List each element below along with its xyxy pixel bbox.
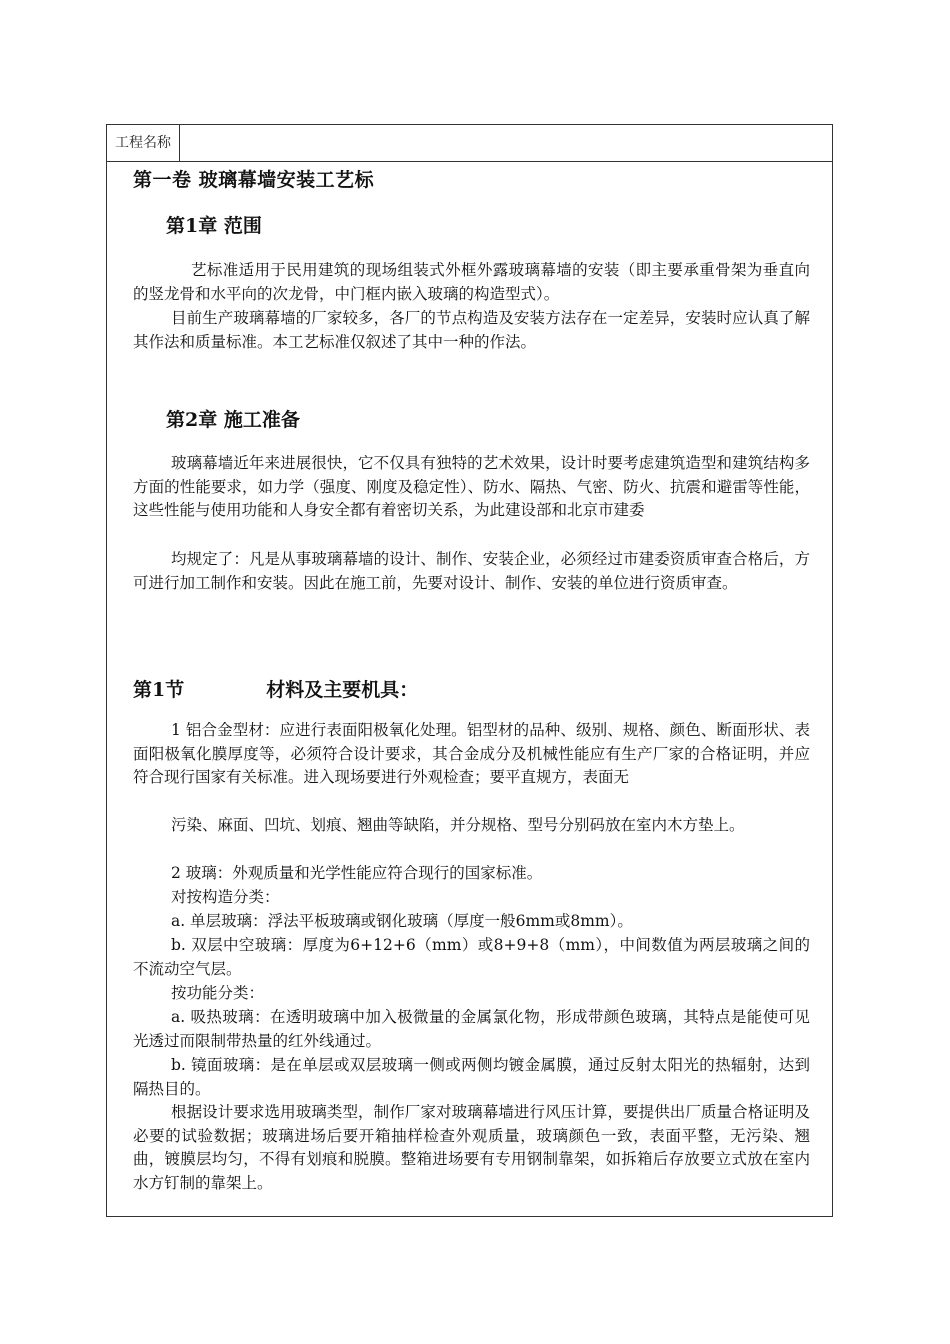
section-1-paragraph-7: 按功能分类： [171, 984, 265, 1002]
section-1-paragraph-2: 污染、麻面、凹坑、划痕、翘曲等缺陷，并分规格、型号分别码放在室内木方垫上。 [171, 816, 745, 834]
document-table [106, 124, 833, 1217]
section-1-heading [133, 675, 418, 702]
chapter-2-paragraph-2: 均规定了：凡是从事玻璃幕墙的设计、制作、安装企业，必须经过市建委资质审查合格后，方可进行加工制作和安装。因此在施工前，先要对设计、制作、安装的单位进行资质审查。 [133, 550, 810, 592]
section-1-paragraph-1: 1 铝合金型材：应进行表面阳极氧化处理。铝型材的品种、级别、规格、颜色、断面形状、表面阳极氧化膜厚度等，必须符合设计要求，其合金成分及机械性能应有生产厂家的合格证明，并应符合现行国家有关标准。进入现场要进行外观检查；要平直规方，表面无 [133, 721, 810, 787]
chapter-1-paragraph-2: 目前生产玻璃幕墙的厂家较多，各厂的节点构造及安装方法存在一定差异，安装时应认真了解其作法和质量标准。本工艺标准仅叙述了其中一种的作法。 [133, 309, 810, 351]
chapter-1-title: 第1章 范围 [166, 215, 262, 237]
section-1-number: 第1节 [133, 679, 185, 701]
section-1-paragraph-6: b. 双层中空玻璃：厚度为6+12+6（mm）或8+9+8（mm），中间数值为两层玻璃之间的不流动空气层。 [133, 936, 810, 978]
section-1-paragraph-8: a. 吸热玻璃：在透明玻璃中加入极微量的金属氯化物，形成带颜色玻璃，其特点是能使可见光透过而限制带热量的红外线通过。 [133, 1008, 810, 1050]
section-1-paragraph-4: 对按构造分类： [171, 888, 280, 906]
section-1-paragraph-9: b. 镜面玻璃：是在单层或双层玻璃一侧或两侧均镀金属膜，通过反射太阳光的热辐射，达到隔热目的。 [133, 1056, 810, 1098]
section-1-paragraph-5: a. 单层玻璃：浮法平板玻璃或钢化玻璃（厚度一般6mm或8mm）。 [171, 912, 633, 930]
chapter-2-paragraph-1: 玻璃幕墙近年来进展很快，它不仅具有独特的艺术效果，设计时要考虑建筑造型和建筑结构多方面的性能要求，如力学（强度、刚度及稳定性）、防水、隔热、气密、防火、抗震和避雷等性能，这些性能与使用功能和人身安全都有着密切关系，为此建设部和北京市建委 [133, 454, 810, 520]
chapter-1-paragraph-1: 艺标准适用于民用建筑的现场组装式外框外露玻璃幕墙的安装（即主要承重骨架为垂直向的竖龙骨和水平向的次龙骨，中门框内嵌入玻璃的构造型式）。 [133, 261, 810, 303]
section-1-paragraph-10: 根据设计要求选用玻璃类型，制作厂家对玻璃幕墙进行风压计算，要提供出厂质量合格证明及必要的试验数据；玻璃进场后要开箱抽样检查外观质量，玻璃颜色一致，表面平整，无污染、翘曲，镀膜层均匀，不得有划痕和脱膜。整箱进场要有专用钢制靠架，如拆箱后存放要立式放在室内水方钉制的靠架上。 [133, 1103, 810, 1193]
project-name-row [107, 125, 832, 162]
project-name-value [181, 125, 832, 161]
volume-title: 第一卷 玻璃幕墙安装工艺标 [133, 169, 375, 191]
chapter-2-title: 第2章 施工准备 [166, 409, 300, 431]
section-1-title: 材料及主要机具： [266, 679, 419, 701]
document-body [107, 162, 832, 1216]
project-name-label: 工程名称 [107, 125, 180, 161]
section-1-paragraph-3: 2 玻璃：外观质量和光学性能应符合现行的国家标准。 [171, 864, 543, 882]
